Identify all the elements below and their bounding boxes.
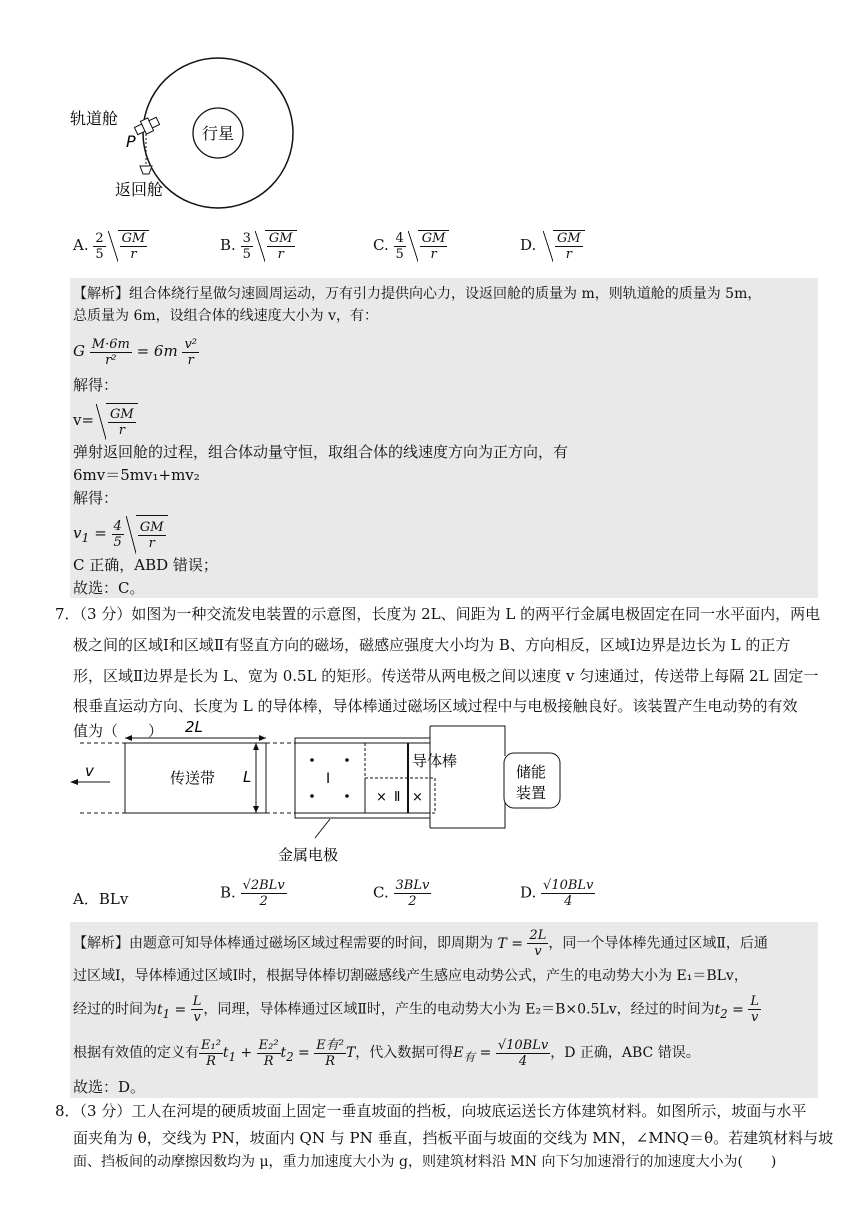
svg-text:×: × [412,790,423,805]
q7-option-c: C. $\frac{\text{3BLv}}{2}$ [373,878,430,909]
velocity-label: v [85,762,94,780]
planet-label: 行星 [201,124,235,143]
q7-solution-line1: 【解析】由题意可知导体棒通过磁场区域过程需要的时间，即周期为 T = $\frac{2L}{v}$ ，同一个导体棒先通过区域Ⅱ，后通 [73,928,768,959]
length-2L-label: 2L [185,718,203,736]
q6-option-d: D. $\frac{GM}{r}$ [520,230,585,262]
q6-equation-gravity: G $\frac{M\cdot 6m}{\text{r²}}$ = 6m $\frac{\text{v²}}{r}$ [73,336,198,368]
q7-solution-line3: 经过的时间为$t_1$ = $\frac{L}{v}$ ，同理，导体棒通过区域Ⅱ时，产生的电动势大小为 E₂＝B×0.5Lv，经过的时间为$t_2$ = $\frac{L}{v}$ [73,994,759,1025]
storage-label-2: 装置 [516,784,547,802]
q7-text-5: 值为（ ） [73,722,164,740]
q7-text-3: 形，区域Ⅱ边界是长为 L、宽为 0.5L 的矩形。传送带从两电极之间以速度 v 匀速通过，传送带上每隔 2L 固定一 [73,667,819,685]
orbital-module-label: 轨道舱 [70,109,119,128]
return-module-label: 返回舱 [115,180,164,199]
generator-figure [60,716,580,871]
width-L-label: L [243,768,252,786]
q8-text-1: 8．（3 分）工人在河堤的硬质坡面上固定一垂直坡面的挡板，向坡底运送长方体建筑材料。如图所示，坡面与水平 [55,1102,807,1120]
storage-label-1: 储能 [516,763,547,781]
fraction: $\frac{2}{5}$ [95,230,104,262]
q6-conclusion: C 正确，ABD 错误； [73,556,218,574]
q7-text-1: 7．（3 分）如图为一种交流发电装置的示意图，长度为 2L、间距为 L 的两平行金属电极固定在同一水平面内，两电 [55,605,821,623]
q6-solve-label-2: 解得： [73,489,119,507]
q6-option-b: B. $\frac{3}{5}$ $\frac{GM}{r}$ [220,230,297,262]
q6-answer: 故选：C。 [73,579,145,597]
q6-v1-equation: $v_1$ = $\frac{4}{5}$ $\frac{GM}{r}$ [73,514,168,552]
point-p-label: P [126,132,136,151]
region-2-label: Ⅱ [394,790,401,805]
svg-text:×: × [376,790,387,805]
q7-text-2: 极之间的区域Ⅰ和区域Ⅱ有竖直方向的磁场，磁感应强度大小均为 B、方向相反，区域Ⅰ边界是边长为 L 的正方 [73,636,791,654]
q7-solution-line2: 过区域Ⅰ，导体棒通过区域Ⅰ时，根据导体棒切割磁感线产生感应电动势公式，产生的电动势大小为 E₁＝BLv， [73,968,748,984]
electrode-top [295,738,430,743]
q6-solution-line2: 总质量为 6m，设组合体的线速度大小为 v，有： [73,308,378,324]
return-capsule-icon [140,166,152,174]
q7-solution-line4: 根据有效值的定义有 $\frac{\text{E₁²}}{R}$ $t_1$ + $\frac{\text{E₂²}}{R}$ $t_2$ = $\frac{\text{E有²}}{R}$ T，代入数据可得$E_有$ = $\frac{\text{√10BLv}}{4}$ ，D 正确，ABC 错误。 [73,1037,700,1069]
q6-solution-line1: 【解析】组合体绕行星做匀速圆周运动，万有引力提供向心力，设返回舱的质量为 m，则轨道舱的质量为 5m， [73,286,762,302]
electrode-bottom [295,813,430,818]
q8-text-2: 面夹角为 θ，交线为 PN，坡面内 QN 与 PN 垂直，挡板平面与坡面的交线为 MN，∠MNQ＝θ。若建筑材料与坡 [73,1129,834,1147]
region-1-label: I [326,771,331,787]
q6-solve-label-1: 解得： [73,376,119,394]
q6-option-a: A. $\frac{2}{5}$ $\frac{GM}{r}$ [73,230,149,262]
q6-solution-line3: 弹射返回舱的过程，组合体动量守恒，取组合体的线速度方向为正方向，有 [73,443,569,461]
q7-option-a: A．BLv [73,890,129,908]
spacecraft-icon [133,115,161,138]
rod-label: 导体棒 [412,752,458,770]
electrode-label: 金属电极 [278,846,339,864]
q6-option-c: C. $\frac{4}{5}$ $\frac{GM}{r}$ [373,230,449,262]
q7-text-4: 根垂直运动方向、长度为 L 的导体棒，导体棒通过磁场区域过程中与电极接触良好。该装置产生电动势的有效 [73,697,798,715]
q7-option-b: B. $\frac{\text{√2BLv}}{2}$ [220,878,285,909]
q6-momentum-equation: 6mv＝5mv₁+mv₂ [73,466,200,484]
q8-text-3: 面、挡板间的动摩擦因数均为 μ，重力加速度大小为 g，则建筑材料沿 MN 向下匀加速滑行的加速度大小为( ) [73,1154,777,1170]
belt-label: 传送带 [170,769,216,787]
q7-answer: 故选：D。 [73,1078,146,1096]
q6-velocity-equation: v= $\frac{GM}{r}$ [73,402,138,438]
q7-option-d: D. $\frac{\text{√10BLv}}{4}$ [520,878,594,909]
orbit-figure [60,40,310,210]
